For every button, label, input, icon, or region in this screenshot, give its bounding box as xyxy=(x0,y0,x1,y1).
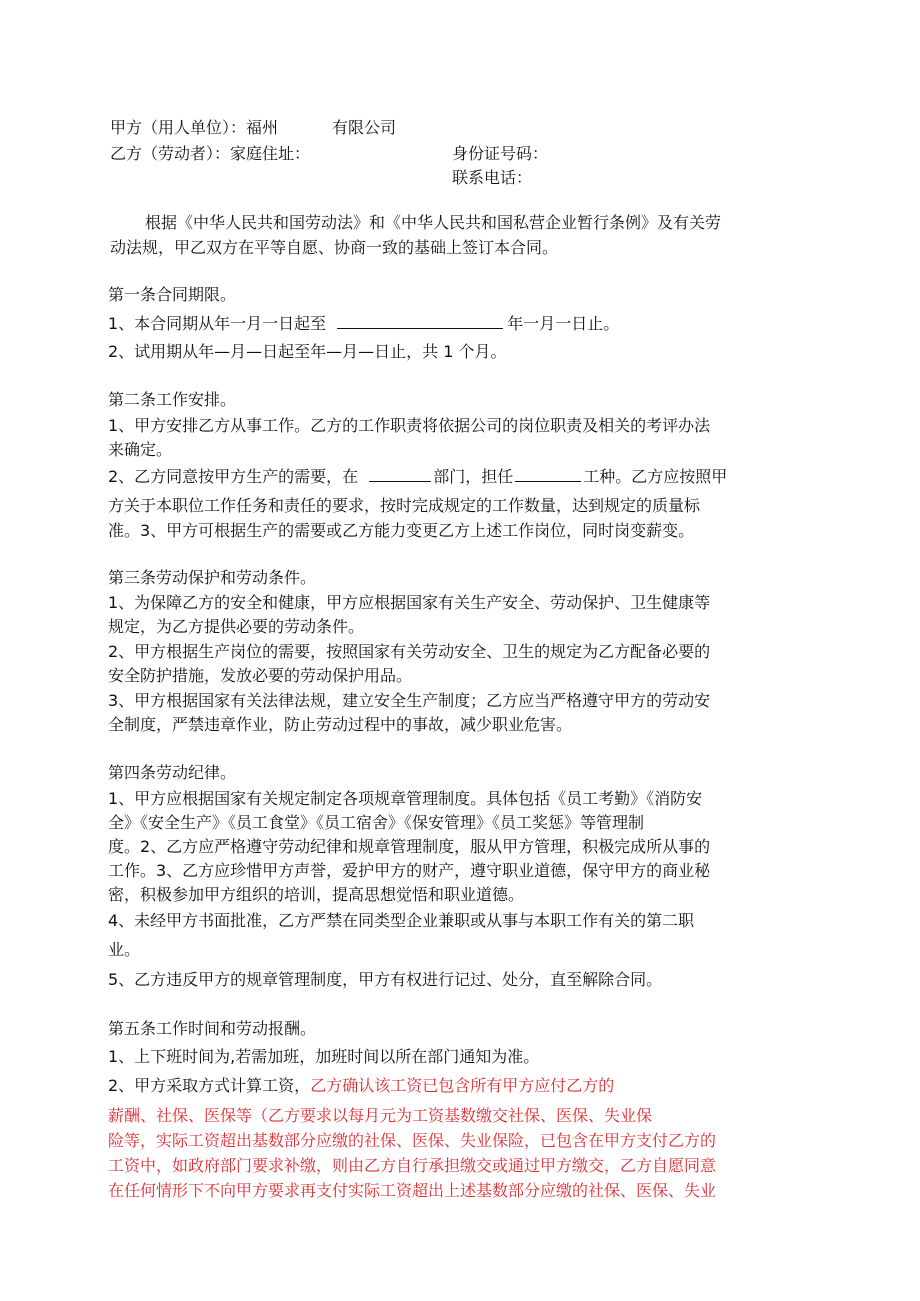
article-2-line-1: 1、甲方安排乙方从事工作。乙方的工作职责将依据公司的岗位职责及相关的考评办法 xyxy=(108,416,711,435)
article-5-line-1: 1、上下班时间为,若需加班，加班时间以所在部门通知为准。 xyxy=(108,1047,540,1066)
article-5-line-3: 薪酬、社保、医保等（乙方要求以每月元为工资基数缴交社保、医保、失业保 xyxy=(108,1106,653,1125)
id-number-label: 身份证号码： xyxy=(452,144,549,163)
article-3-line-2: 规定，为乙方提供必要的劳动条件。 xyxy=(108,617,365,636)
article-3-line-3: 2、甲方根据生产岗位的需要，按照国家有关劳动安全、卫生的规定为乙方配备必要的 xyxy=(108,642,711,661)
phone-label: 联系电话： xyxy=(452,168,533,187)
article-4-line-4: 工作。3、乙方应珍惜甲方声誉，爱护甲方的财产，遵守职业道德，保守甲方的商业秘 xyxy=(108,861,711,880)
article-4-line-5: 密，积极参加甲方组织的培训，提高思想觉悟和职业道德。 xyxy=(108,885,525,904)
article-4-line-3: 度。2、乙方应严格遵守劳动纪律和规章管理制度，服从甲方管理，积极完成所从事的 xyxy=(108,837,711,856)
article-5-line-4: 险等，实际工资超出基数部分应缴的社保、医保、失业保险，已包含在甲方支付乙方的 xyxy=(108,1131,717,1150)
article-1-clause-2: 2、试用期从年—月—日起至年—月—日止，共 1 个月。 xyxy=(108,342,507,361)
article-4-line-2: 全》《安全生产》《员工食堂》《员工宿舍》《保安管理》《员工奖惩》等管理制 xyxy=(108,813,645,832)
article-4-line-8: 5、乙方违反甲方的规章管理制度，甲方有权进行记过、处分，直至解除合同。 xyxy=(108,970,663,989)
end-date-blank[interactable] xyxy=(337,313,503,329)
preamble-line-2: 动法规，甲乙双方在平等自愿、协商一致的基础上签订本合同。 xyxy=(110,238,559,257)
party-a-line xyxy=(110,118,396,138)
article-3-line-6: 全制度，严禁违章作业，防止劳动过程中的事故，减少职业危害。 xyxy=(108,715,573,734)
article-3-line-1: 1、为保障乙方的安全和健康，甲方应根据国家有关生产安全、劳动保护、卫生健康等 xyxy=(108,593,711,612)
preamble-line-1: 根据《中华人民共和国劳动法》和《中华人民共和国私营企业暂行条例》及有关劳 xyxy=(145,213,722,232)
job-type-blank[interactable] xyxy=(515,466,581,482)
article-5-line-6: 在任何情形下不向甲方要求再支付实际工资超出上述基数部分应缴的社保、医保、失业 xyxy=(108,1181,717,1200)
article-5-title: 第五条工作时间和劳动报酬。 xyxy=(108,1019,317,1038)
article-4-line-7: 业。 xyxy=(108,940,141,959)
department-blank[interactable] xyxy=(369,466,431,482)
article-2-line-2: 来确定。 xyxy=(108,440,173,459)
article-4-line-6: 4、未经甲方书面批准，乙方严禁在同类型企业兼职或从事与本职工作有关的第二职 xyxy=(108,911,695,930)
party-a-label: 甲方（用人单位）：福州 xyxy=(110,118,279,137)
article-5-line-5: 工资中，如政府部门要求补缴，则由乙方自行承担缴交或通过甲方缴交，乙方自愿同意 xyxy=(108,1156,717,1175)
article-2-line-5: 准。3、甲方可根据生产的需要或乙方能力变更乙方上述工作岗位，同时岗变薪变。 xyxy=(108,521,695,540)
article-1-title: 第一条合同期限。 xyxy=(108,285,237,304)
article-5-line-2: 2、甲方采取方式计算工资，乙方确认该工资已包含所有甲方应付乙方的 xyxy=(108,1076,615,1095)
article-4-title: 第四条劳动纪律。 xyxy=(108,763,237,782)
article-3-line-4: 安全防护措施，发放必要的劳动保护用品。 xyxy=(108,666,413,685)
party-a-company: 有限公司 xyxy=(332,118,397,137)
article-2-title: 第二条工作安排。 xyxy=(108,390,237,409)
article-2-line-3: 2、乙方同意按甲方生产的需要，在 部门，担任 工种。乙方应按照甲 xyxy=(108,467,728,486)
article-3-line-5: 3、甲方根据国家有关法律法规，建立安全生产制度；乙方应当严格遵守甲方的劳动安 xyxy=(108,691,711,710)
party-b-label: 乙方（劳动者）：家庭住址： xyxy=(110,144,311,163)
article-3-title: 第三条劳动保护和劳动条件。 xyxy=(108,568,317,587)
article-4-line-1: 1、甲方应根据国家有关规定制定各项规章管理制度。具体包括《员工考勤》《消防安 xyxy=(108,789,703,808)
article-2-line-4: 方关于本职位工作任务和责任的要求，按时完成规定的工作数量，达到规定的质量标 xyxy=(108,496,701,515)
article-1-clause-1: 1、本合同期从年一月一日起至 年一月一日止。 xyxy=(108,314,620,333)
